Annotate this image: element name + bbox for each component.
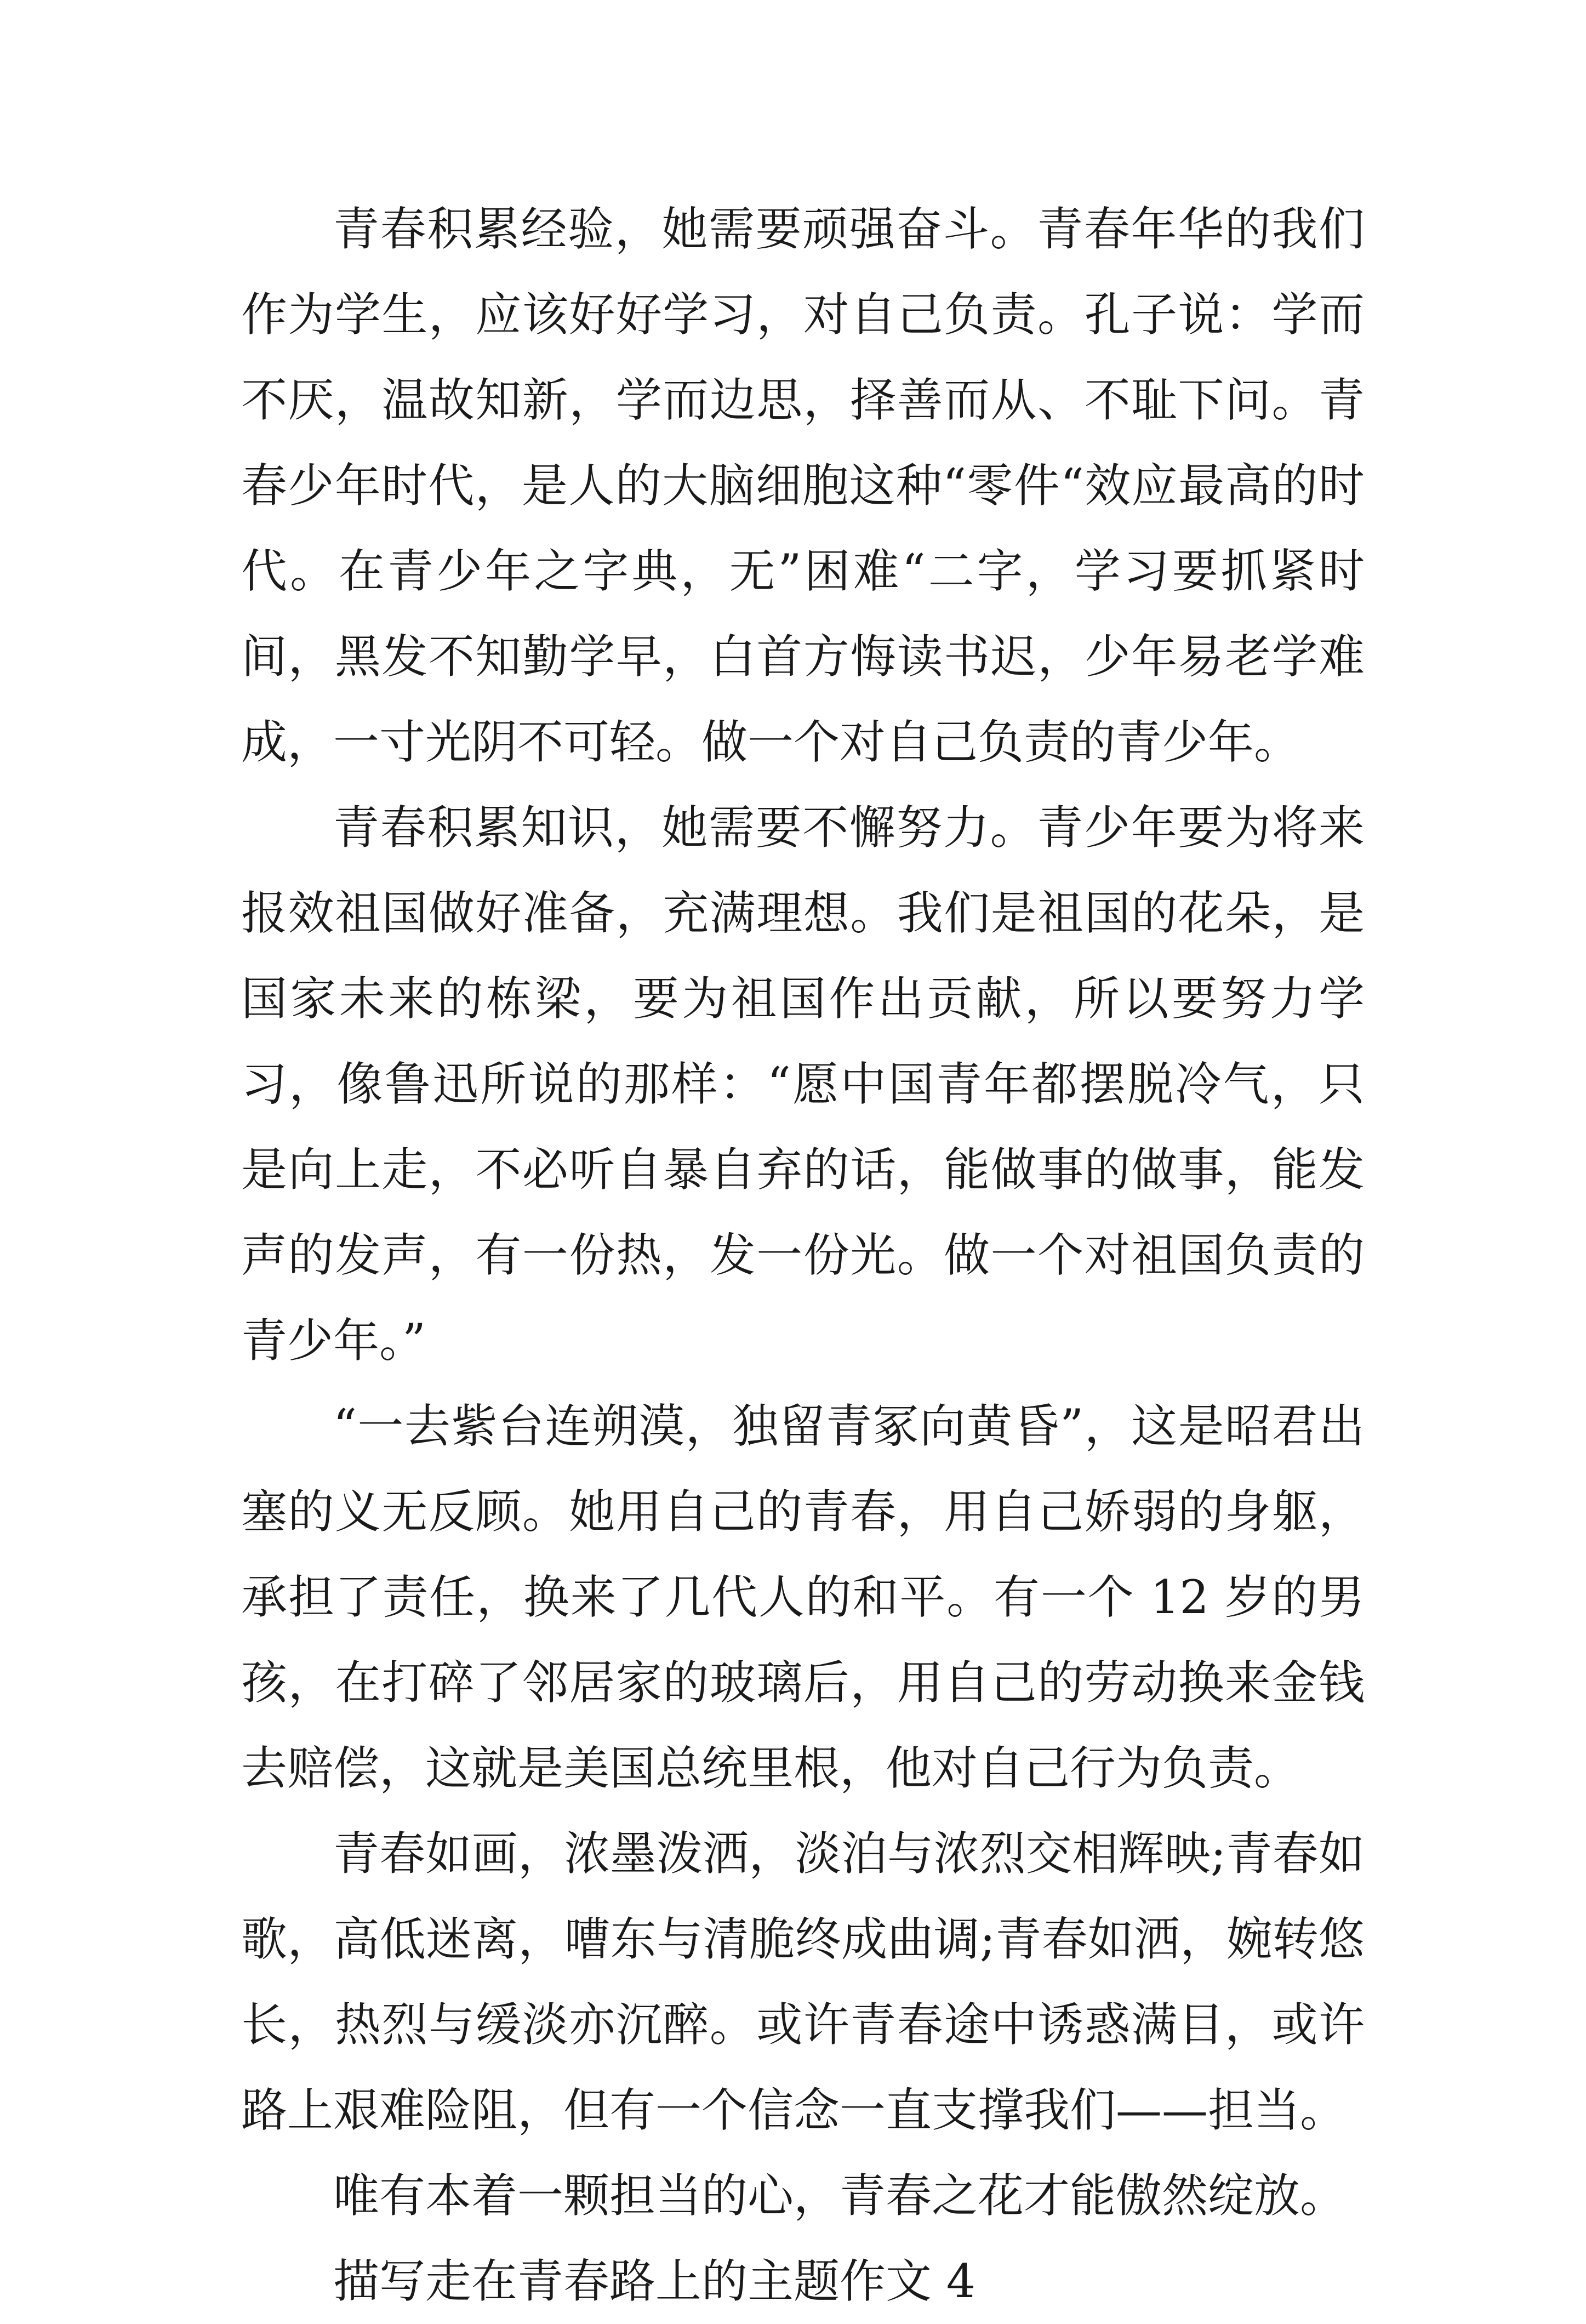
document-body bbox=[241, 186, 1365, 2324]
paragraph-5: 唯有本着一颗担当的心，青春之花才能傲然绽放。 bbox=[333, 2169, 1347, 2223]
paragraph-1: 青春积累经验，她需要顽强奋斗。青春年华的我们作为学生，应该好好学习，对自己负责。孔子说：学而不厌，温故知新，学而边思，择善而从、不耻下问。青春少年时代，是人的大脑细胞这种“零件“效应最高的时代。在青少年之字典，无”困难“二字，学习要抓紧时间，黑发不知勤学早，白首方悔读书迟，少年易老学难成，一寸光阴不可轻。做一个对自己负责的青少年。 bbox=[241, 202, 1365, 769]
paragraph-3: “一去紫台连朔漠，独留青冢向黄昏”，这是昭君出塞的义无反顾。她用自己的青春，用自己娇弱的身躯，承担了责任，换来了几代人的和平。有一个 12 岁的男孩，在打碎了邻居家的玻璃后，用自己的劳动换来金钱去赔偿，这就是美国总统里根，他对自己行为负责。 bbox=[241, 1399, 1365, 1795]
paragraph-2: 青春积累知识，她需要不懈努力。青少年要为将来报效祖国做好准备，充满理想。我们是祖国的花朵，是国家未来的栋梁，要为祖国作出贡献，所以要努力学习，像鲁迅所说的那样：“愿中国青年都摆脱冷气，只是向上走，不必听自暴自弃的话，能做事的做事，能发声的发声，有一份热，发一份光。做一个对祖国负责的青少年。” bbox=[241, 801, 1365, 1368]
section-heading: 描写走在青春路上的主题作文 4 bbox=[333, 2254, 976, 2308]
paragraph-4: 青春如画，浓墨泼洒，淡泊与浓烈交相辉映;青春如歌，高低迷离，嘈东与清脆终成曲调;青春如洒，婉转悠长，热烈与缓淡亦沉醉。或许青春途中诱惑满目，或许路上艰难险阻，但有一个信念一直支撑我们——担当。 bbox=[241, 1827, 1365, 2137]
